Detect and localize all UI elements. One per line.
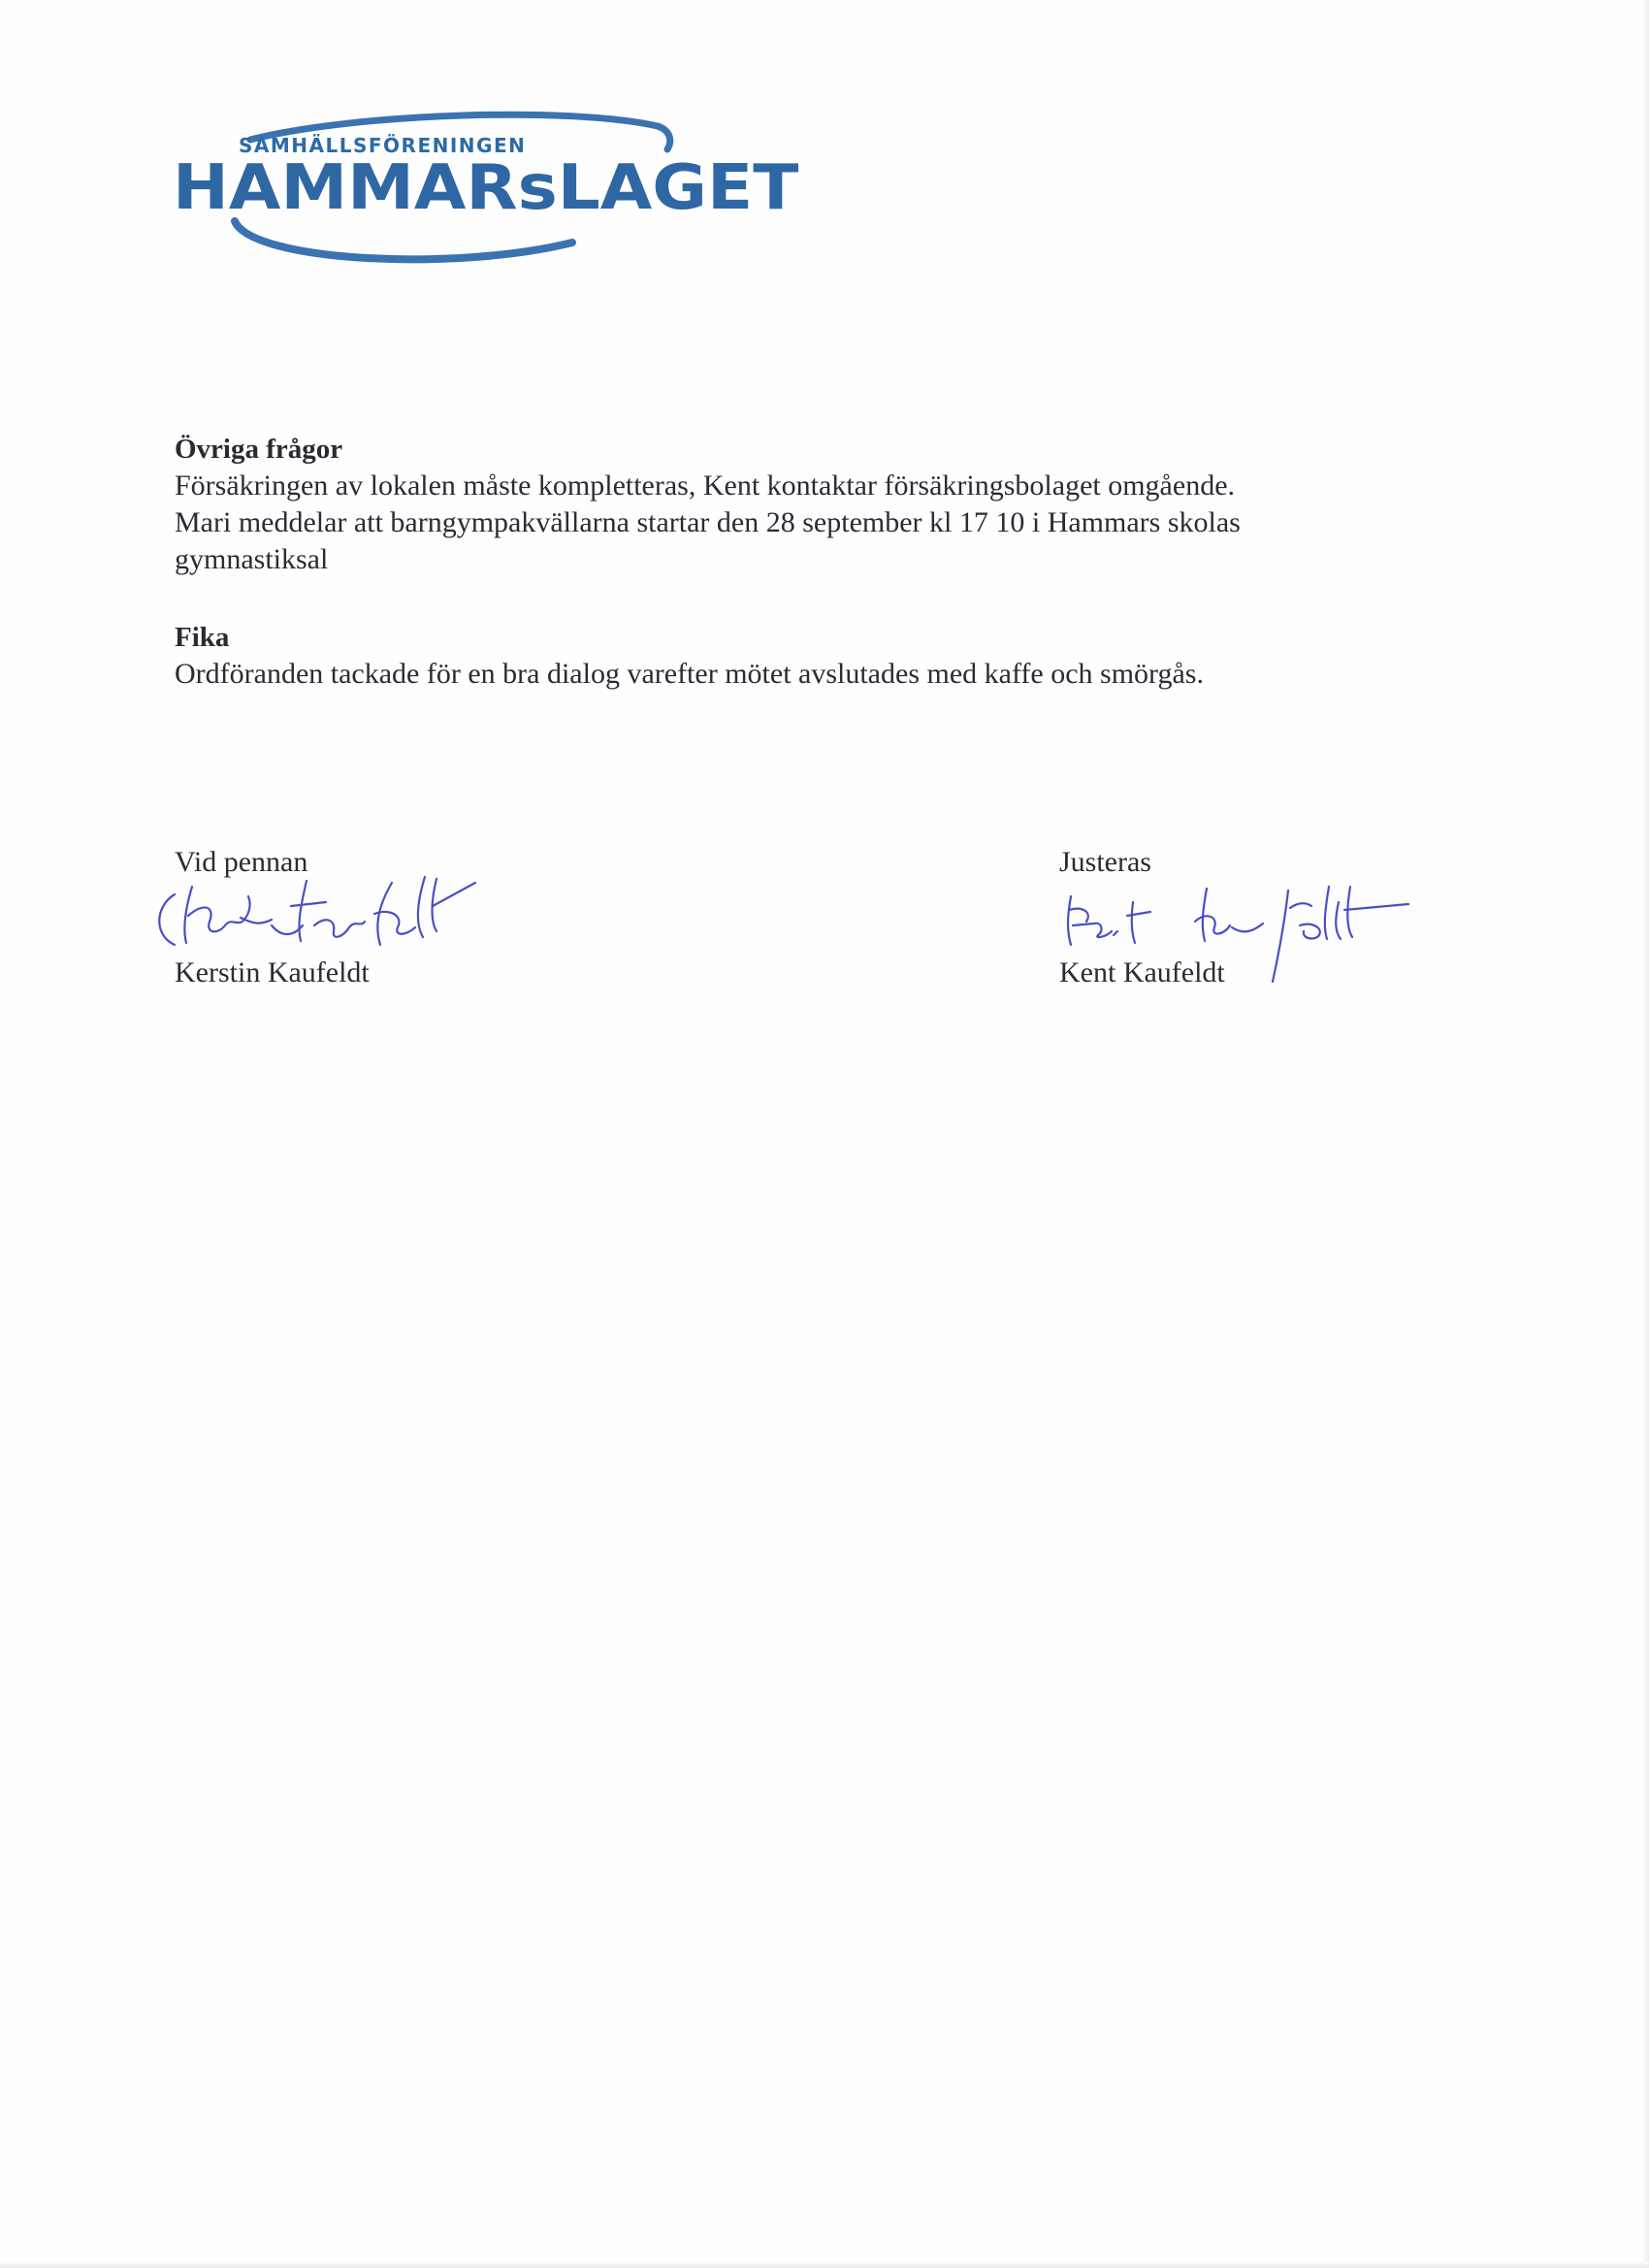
- paragraph-line: gymnastiksal: [175, 543, 329, 575]
- signature-role: Vid pennan: [175, 846, 308, 878]
- logo-top-text: SAMHÄLLSFÖRENINGEN: [239, 134, 527, 157]
- association-logo: [165, 107, 799, 291]
- section-fika: [175, 619, 1436, 693]
- section-heading: Övriga frågor: [175, 434, 343, 465]
- paragraph-line: Mari meddelar att barngympakvällarna startar den 28 september kl 17 10 i Hammars skolas: [175, 506, 1241, 538]
- handwritten-signature-icon: [136, 867, 601, 955]
- section-ovriga-fragor: [175, 431, 1436, 578]
- logo-main-text: HAMMARsLAGET: [173, 152, 799, 224]
- signature-block-adjuster: [1059, 844, 1544, 999]
- paragraph-line: Försäkringen av lokalen måste kompletteras, Kent kontaktar försäkringsbolaget omgående.: [175, 470, 1236, 502]
- scan-edge: [0, 2262, 1649, 2268]
- signature-name: Kent Kaufeldt: [1059, 956, 1225, 988]
- signature-block-secretary: [175, 844, 660, 999]
- section-heading: Fika: [175, 622, 230, 653]
- scan-edge: [1643, 0, 1649, 2268]
- signature-role: Justeras: [1059, 846, 1151, 878]
- signature-name: Kerstin Kaufeldt: [175, 956, 370, 988]
- paragraph-line: Ordföranden tackade för en bra dialog varefter mötet avslutades med kaffe och smörgås.: [175, 658, 1204, 690]
